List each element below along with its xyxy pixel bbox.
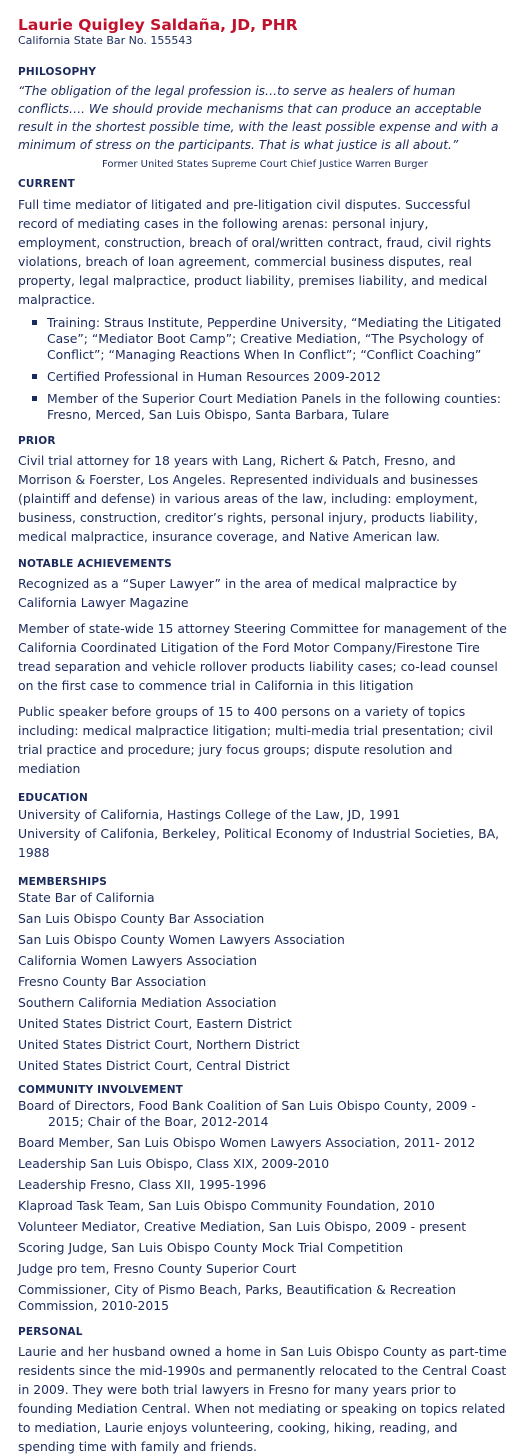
prior-description: Civil trial attorney for 18 years with Lang, Richert & Patch, Fresno, and Morrison & Foerster, Los Angeles. Represented individuals and businesses (plaintiff and defense) in various areas of the law, including: employment, business, construction, creditor’s rights, personal injury, products liability, medical malpractice, insurance coverage, and Native American law. [18, 453, 478, 544]
community-item: Board Member, San Luis Obispo Women Lawyers Association, 2011- 2012 [18, 1135, 476, 1150]
membership-item: State Bar of California [18, 890, 155, 905]
section-title-prior: PRIOR [18, 435, 56, 447]
list-item [32, 315, 510, 363]
current-bullets [32, 315, 510, 423]
achievement-paragraph: Member of state-wide 15 attorney Steering Committee for management of the California Coordinated Litigation of the Ford Motor Company/Firestone Tire tread separation and vehicle rollover products liability cases; co-lead counsel on the first case to commence trial in California in this litigation [18, 621, 507, 693]
person-name: Laurie Quigley Saldaña, JD, PHR [18, 16, 298, 34]
list-item [32, 391, 510, 423]
community-item: Scoring Judge, San Luis Obispo County Mock Trial Competition [18, 1240, 404, 1255]
education-item: University of Califonia, Berkeley, Political Economy of Industrial Societies, BA, 1988 [18, 826, 500, 860]
quote-attribution: Former United States Supreme Court Chief Justice Warren Burger [102, 159, 428, 170]
community-item: Judge pro tem, Fresno County Superior Court [18, 1261, 297, 1276]
section-title-education: EDUCATION [18, 792, 89, 804]
section-title-personal: PERSONAL [18, 1326, 83, 1338]
section-title-achievements: NOTABLE ACHIEVEMENTS [18, 558, 172, 570]
bullet-text: Member of the Superior Court Mediation Panels in the following counties: Fresno, Merced, San Luis Obispo, Santa Barbara, Tulare [47, 391, 501, 422]
community-item: Klaproad Task Team, San Luis Obispo Community Foundation, 2010 [18, 1198, 435, 1213]
membership-item: United States District Court, Eastern District [18, 1016, 292, 1031]
list-item [32, 369, 510, 385]
community-item: Board of Directors, Food Bank Coalition of San Luis Obispo County, 2009 - 2015; Chair of the Boar, 2012-2014 [18, 1098, 476, 1129]
community-item: Leadership Fresno, Class XII, 1995-1996 [18, 1177, 267, 1192]
bullet-square-icon [32, 396, 37, 401]
section-title-current: CURRENT [18, 178, 75, 190]
achievement-paragraph: Recognized as a “Super Lawyer” in the area of medical malpractice by California Lawyer Magazine [18, 576, 457, 610]
memberships-list [18, 890, 510, 1074]
membership-item: Fresno County Bar Association [18, 974, 207, 989]
bullet-square-icon [32, 374, 37, 379]
community-item: Volunteer Mediator, Creative Mediation, San Luis Obispo, 2009 - present [18, 1219, 467, 1234]
membership-item: United States District Court, Central District [18, 1058, 290, 1073]
education-item: University of California, Hastings College of the Law, JD, 1991 [18, 807, 401, 822]
personal-description: Laurie and her husband owned a home in San Luis Obispo County as part-time residents since the mid-1990s and permanently relocated to the Central Coast in 2009. They were both trial lawyers in Fresno for many years prior to founding Mediation Central. When not mediating or speaking on topics related to mediation, Laurie enjoys volunteering, cooking, hiking, reading, and spending time with family and friends. [18, 1344, 507, 1454]
section-title-memberships: MEMBERSHIPS [18, 876, 108, 888]
membership-item: United States District Court, Northern District [18, 1037, 300, 1052]
bullet-text: Certified Professional in Human Resources 2009-2012 [47, 369, 381, 384]
bullet-text: Training: Straus Institute, Pepperdine University, “Mediating the Litigated Case”; “Mediator Boot Camp”; Creative Mediation, “The Psychology of Conflict”; “Managing Reactions When In Conflict”; “Conflict Coaching” [47, 315, 502, 362]
achievement-paragraph: Public speaker before groups of 15 to 400 persons on a variety of topics including: medical malpractice litigation; multi-media trial presentation; civil trial practice and procedure; jury focus groups; dispute resolution and mediation [18, 704, 494, 776]
community-list [18, 1098, 510, 1314]
bullet-square-icon [32, 320, 37, 325]
membership-item: San Luis Obispo County Women Lawyers Association [18, 932, 345, 947]
philosophy-quote: “The obligation of the legal profession is…to serve as healers of human conflicts…. We should provide mechanisms that can produce an acceptable result in the shortest possible time, with the least possible expense and with a minimum of stress on the participants. That is what justice is all about.” [18, 84, 499, 152]
section-title-philosophy: PHILOSOPHY [18, 66, 97, 78]
membership-item: Southern California Mediation Association [18, 995, 277, 1010]
section-title-community: COMMUNITY INVOLVEMENT [18, 1084, 184, 1096]
community-item: Commissioner, City of Pismo Beach, Parks, Beautification & Recreation Commission, 2010-2015 [18, 1282, 456, 1313]
bar-number: California State Bar No. 155543 [18, 34, 193, 47]
community-item: Leadership San Luis Obispo, Class XIX, 2009-2010 [18, 1156, 330, 1171]
membership-item: San Luis Obispo County Bar Association [18, 911, 265, 926]
current-description: Full time mediator of litigated and pre-litigation civil disputes. Successful record of mediating cases in the following arenas: personal injury, employment, construction, breach of oral/written contract, fraud, civil rights violations, breach of loan agreement, commercial business disputes, real property, legal malpractice, product liability, premises liability, and medical malpractice. [18, 197, 492, 307]
membership-item: California Women Lawyers Association [18, 953, 257, 968]
